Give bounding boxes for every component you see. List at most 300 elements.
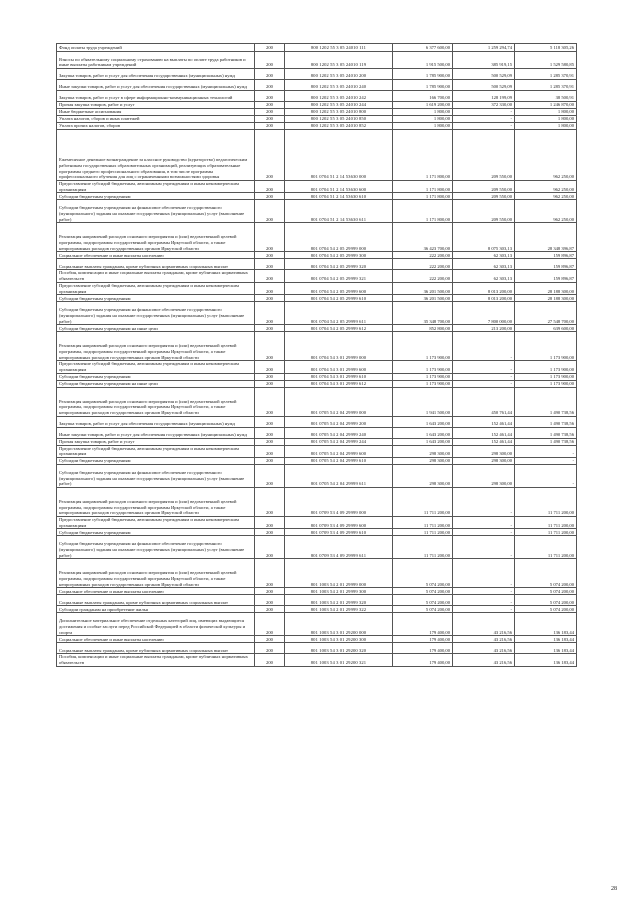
cell-remaining: 159 896,87 <box>515 259 577 270</box>
cell-approved: 11 711 200,00 <box>393 529 453 536</box>
cell-remaining: 639 600,00 <box>515 325 577 332</box>
cell-approved: 222 200,00 <box>393 259 453 270</box>
cell-remaining: 5 074 200,00 <box>515 595 577 606</box>
cell-remaining: 1 800,00 <box>515 116 577 123</box>
cell-executed: 372 330,00 <box>453 102 515 109</box>
table-row <box>57 91 577 102</box>
cell-executed: 298 300,00 <box>453 445 515 457</box>
cell-budget-code: 801 0704 51 2 14 53630 610 <box>285 193 393 200</box>
table-row <box>57 387 577 416</box>
table-row <box>57 295 577 302</box>
table-row <box>57 223 577 252</box>
cell-approved: 222 200,00 <box>393 252 453 259</box>
cell-remaining: 5 074 200,00 <box>515 606 577 613</box>
table-row <box>57 69 577 80</box>
table-row <box>57 606 577 613</box>
cell-remaining: - <box>515 465 577 488</box>
cell-name: Реализация направлений расходов основного мероприятия и (или) ведомственной целевой программы, подпрограммы государственной программы Иркутской области, а также непрограммных расходов государственных органов Иркутской области <box>57 559 255 588</box>
cell-name: Взносы по обязательному социальному страхованию на выплаты по оплате труда работников и иные выплаты работникам учреждений <box>57 52 255 69</box>
cell-executed: - <box>453 488 515 517</box>
cell-remaining: 5 074 200,00 <box>515 588 577 595</box>
table-row <box>57 252 577 259</box>
cell-line-code: 200 <box>255 654 285 666</box>
cell-remaining: 1 529 580,85 <box>515 52 577 69</box>
cell-executed: 8 075 303,13 <box>453 223 515 252</box>
cell-executed: 128 199,09 <box>453 91 515 102</box>
cell-budget-code: 801 0705 54 2 04 29999 610 <box>285 458 393 465</box>
table-row <box>57 181 577 193</box>
cell-name: Реализация направлений расходов основного мероприятия и (или) ведомственной целевой программы, подпрограммы государственной программы Иркутской области, а также непрограммных расходов государственных органов Иркутской области <box>57 223 255 252</box>
cell-executed: - <box>453 116 515 123</box>
cell-executed: - <box>453 559 515 588</box>
cell-remaining: 11 711 200,00 <box>515 536 577 559</box>
cell-budget-code: 801 0709 53 4 09 29999 000 <box>285 488 393 517</box>
cell-approved: 1 800,00 <box>393 109 453 116</box>
cell-budget-code: 800 1202 55 3 05 24010 242 <box>285 91 393 102</box>
cell-budget-code: 800 1202 55 3 05 24010 244 <box>285 102 393 109</box>
cell-budget-code: 801 0705 54 2 04 29999 200 <box>285 416 393 427</box>
cell-remaining: 38 500,91 <box>515 91 577 102</box>
cell-budget-code: 801 0709 53 4 09 29999 610 <box>285 529 393 536</box>
cell-executed: - <box>453 595 515 606</box>
cell-line-code: 200 <box>255 488 285 517</box>
cell-executed: 62 303,13 <box>453 270 515 282</box>
cell-approved: 1 800,00 <box>393 116 453 123</box>
cell-name: Предоставление субсидий бюджетным, автономным учреждениям и иным некоммерческим организациям <box>57 445 255 457</box>
cell-executed: 8 013 200,00 <box>453 295 515 302</box>
cell-budget-code: 801 1003 54 3 01 29200 320 <box>285 643 393 654</box>
cell-line-code: 200 <box>255 613 285 636</box>
table-row <box>57 270 577 282</box>
table-row <box>57 332 577 361</box>
cell-executed: 500 529,09 <box>453 80 515 91</box>
cell-approved: 11 711 200,00 <box>393 517 453 529</box>
cell-budget-code: 800 1202 55 3 05 24010 111 <box>285 44 393 52</box>
cell-line-code: 200 <box>255 325 285 332</box>
cell-executed: 43 216,56 <box>453 636 515 643</box>
cell-approved: 1 643 200,00 <box>393 416 453 427</box>
cell-executed: 298 300,00 <box>453 465 515 488</box>
cell-name: Иные бюджетные ассигнования <box>57 109 255 116</box>
cell-name: Предоставление субсидий бюджетным, автономным учреждениям и иным некоммерческим организациям <box>57 361 255 373</box>
cell-line-code: 200 <box>255 465 285 488</box>
cell-line-code: 200 <box>255 517 285 529</box>
cell-remaining: 159 896,87 <box>515 252 577 259</box>
table-row <box>57 80 577 91</box>
cell-remaining: 136 183,44 <box>515 654 577 666</box>
table-row <box>57 427 577 438</box>
cell-approved: 179 400,00 <box>393 654 453 666</box>
cell-approved: 36 201 500,00 <box>393 282 453 294</box>
cell-remaining: 1 246 870,00 <box>515 102 577 109</box>
cell-budget-code: 801 0704 54 3 01 29999 612 <box>285 380 393 387</box>
table-row <box>57 654 577 666</box>
table-row <box>57 465 577 488</box>
cell-name: Субсидии гражданам на приобретение жилья <box>57 606 255 613</box>
cell-executed: 500 529,09 <box>453 69 515 80</box>
cell-name: Фонд оплаты труда учреждений <box>57 44 255 52</box>
cell-approved: 298 300,00 <box>393 465 453 488</box>
cell-executed: 7 800 000,00 <box>453 302 515 325</box>
cell-name: Закупка товаров, работ и услуг для обеспечения государственных (муниципальных) нужд <box>57 416 255 427</box>
cell-remaining: 1 490 738,56 <box>515 438 577 445</box>
cell-line-code: 200 <box>255 52 285 69</box>
table-row <box>57 361 577 373</box>
table-row <box>57 529 577 536</box>
cell-name: Предоставление субсидий бюджетным, автономным учреждениям и иным некоммерческим организациям <box>57 517 255 529</box>
table-row <box>57 613 577 636</box>
cell-executed: - <box>453 517 515 529</box>
table-row <box>57 588 577 595</box>
cell-budget-code: 801 1003 54 2 01 29999 000 <box>285 559 393 588</box>
cell-name: Пособия, компенсации и иные социальные выплаты гражданам, кроме публичных нормативных обязательств <box>57 270 255 282</box>
cell-budget-code: 801 0709 53 4 09 29999 600 <box>285 517 393 529</box>
cell-approved: 298 300,00 <box>393 445 453 457</box>
cell-approved: 1 643 200,00 <box>393 427 453 438</box>
cell-name: Субсидии бюджетным учреждениям на финансовое обеспечение государственного (муниципального) задания на оказание государственных (муниципальных) услуг (выполнение работ) <box>57 200 255 223</box>
cell-name: Предоставление субсидий бюджетным, автономным учреждениям и иным некоммерческим организациям <box>57 282 255 294</box>
cell-line-code: 200 <box>255 380 285 387</box>
cell-line-code: 200 <box>255 102 285 109</box>
cell-remaining: 136 183,44 <box>515 636 577 643</box>
cell-executed: 1 259 294,74 <box>453 44 515 52</box>
cell-approved: 1 173 900,00 <box>393 361 453 373</box>
cell-approved: 1 173 900,00 <box>393 332 453 361</box>
cell-budget-code: 801 1003 54 3 01 29200 321 <box>285 654 393 666</box>
table-row <box>57 643 577 654</box>
cell-executed: 43 216,56 <box>453 613 515 636</box>
cell-executed: 298 300,00 <box>453 458 515 465</box>
table-row <box>57 102 577 109</box>
cell-remaining: 11 711 200,00 <box>515 517 577 529</box>
cell-approved: 179 400,00 <box>393 643 453 654</box>
table-row <box>57 52 577 69</box>
cell-line-code: 200 <box>255 427 285 438</box>
cell-name: Субсидии бюджетным учреждениям на иные цели <box>57 325 255 332</box>
cell-line-code: 200 <box>255 123 285 130</box>
table-row <box>57 488 577 517</box>
cell-name: Социальные выплаты гражданам, кроме публичных нормативных социальных выплат <box>57 595 255 606</box>
cell-name: Реализация направлений расходов основного мероприятия и (или) ведомственной целевой программы, подпрограммы государственной программы Иркутской области, а также непрограммных расходов государственных органов Иркутской области <box>57 332 255 361</box>
cell-remaining: 11 711 200,00 <box>515 529 577 536</box>
cell-line-code: 200 <box>255 181 285 193</box>
cell-name: Прочая закупка товаров, работ и услуг <box>57 438 255 445</box>
cell-budget-code: 801 0704 54 2 05 29999 610 <box>285 295 393 302</box>
cell-executed: 385 919,15 <box>453 52 515 69</box>
cell-executed: 209 550,00 <box>453 193 515 200</box>
cell-remaining: 1 490 738,56 <box>515 416 577 427</box>
cell-approved: 166 700,00 <box>393 91 453 102</box>
cell-remaining: 11 711 200,00 <box>515 488 577 517</box>
table-row <box>57 193 577 200</box>
cell-executed: 43 216,56 <box>453 643 515 654</box>
cell-name: Субсидии бюджетным учреждениям <box>57 458 255 465</box>
cell-line-code: 200 <box>255 373 285 380</box>
cell-executed: 8 013 200,00 <box>453 282 515 294</box>
cell-line-code: 200 <box>255 416 285 427</box>
cell-remaining: 5 118 305,26 <box>515 44 577 52</box>
cell-executed: 152 461,44 <box>453 416 515 427</box>
cell-line-code: 200 <box>255 109 285 116</box>
cell-line-code: 200 <box>255 282 285 294</box>
cell-budget-code: 801 0705 54 2 04 29999 244 <box>285 438 393 445</box>
cell-line-code: 200 <box>255 200 285 223</box>
cell-name: Дополнительное материальное обеспечение отдельных категорий лиц, имеющих выдающиеся достижения и особые заслуги перед Российской Федерацией в области физической культуры и спорта <box>57 613 255 636</box>
cell-executed: - <box>453 588 515 595</box>
cell-name: Пособия, компенсации и иные социальные выплаты гражданам, кроме публичных нормативных обязательств <box>57 654 255 666</box>
cell-executed: - <box>453 361 515 373</box>
cell-line-code: 200 <box>255 295 285 302</box>
cell-budget-code: 801 0704 54 3 01 29999 600 <box>285 361 393 373</box>
cell-approved: 36 201 500,00 <box>393 295 453 302</box>
cell-executed: 209 550,00 <box>453 200 515 223</box>
table-row <box>57 636 577 643</box>
cell-approved: 1 800,00 <box>393 123 453 130</box>
cell-budget-code: 801 0704 51 2 14 53630 600 <box>285 181 393 193</box>
table-row <box>57 445 577 457</box>
cell-line-code: 200 <box>255 636 285 643</box>
cell-executed: - <box>453 373 515 380</box>
cell-approved: 1 643 200,00 <box>393 438 453 445</box>
cell-line-code: 200 <box>255 387 285 416</box>
table-row <box>57 259 577 270</box>
cell-name: Субсидии бюджетным учреждениям <box>57 295 255 302</box>
cell-name: Субсидии бюджетным учреждениям на иные цели <box>57 380 255 387</box>
cell-budget-code: 801 0704 54 2 05 29999 600 <box>285 282 393 294</box>
cell-approved: 179 400,00 <box>393 613 453 636</box>
table-body <box>57 44 577 667</box>
cell-line-code: 200 <box>255 458 285 465</box>
cell-line-code: 200 <box>255 193 285 200</box>
cell-executed: 209 550,00 <box>453 130 515 181</box>
cell-line-code: 200 <box>255 259 285 270</box>
cell-remaining: 1 490 738,56 <box>515 387 577 416</box>
cell-remaining: 27 548 700,00 <box>515 302 577 325</box>
table-row <box>57 44 577 52</box>
cell-name: Уплата прочих налогов, сборов <box>57 123 255 130</box>
cell-approved: 1 941 500,00 <box>393 387 453 416</box>
cell-line-code: 200 <box>255 302 285 325</box>
cell-budget-code: 800 1202 55 3 05 24010 240 <box>285 80 393 91</box>
table-row <box>57 373 577 380</box>
cell-name: Иные закупки товаров, работ и услуг для обеспечения государственных (муниципальных) нужд <box>57 427 255 438</box>
cell-line-code: 200 <box>255 223 285 252</box>
cell-line-code: 200 <box>255 130 285 181</box>
cell-line-code: 200 <box>255 270 285 282</box>
cell-approved: 1 173 900,00 <box>393 380 453 387</box>
cell-executed: 62 303,13 <box>453 252 515 259</box>
cell-remaining: 1 285 370,91 <box>515 80 577 91</box>
expenditure-table <box>56 43 577 667</box>
table-row <box>57 559 577 588</box>
cell-remaining: 136 183,44 <box>515 613 577 636</box>
table-row <box>57 116 577 123</box>
cell-remaining: 1 173 900,00 <box>515 373 577 380</box>
table-row <box>57 302 577 325</box>
cell-line-code: 200 <box>255 438 285 445</box>
cell-name: Уплата налогов, сборов и иных платежей <box>57 116 255 123</box>
cell-approved: 1 171 800,00 <box>393 181 453 193</box>
table-row <box>57 325 577 332</box>
cell-line-code: 200 <box>255 536 285 559</box>
cell-name: Реализация направлений расходов основного мероприятия и (или) ведомственной целевой программы, подпрограммы государственной программы Иркутской области, а также непрограммных расходов государственных органов Иркутской области <box>57 387 255 416</box>
cell-approved: 11 711 200,00 <box>393 536 453 559</box>
cell-budget-code: 801 0709 53 4 09 29999 611 <box>285 536 393 559</box>
cell-executed: 152 461,44 <box>453 427 515 438</box>
cell-budget-code: 800 1202 55 3 05 24010 119 <box>285 52 393 69</box>
cell-remaining: 136 183,44 <box>515 643 577 654</box>
cell-approved: 1 171 800,00 <box>393 193 453 200</box>
cell-name: Субсидии бюджетным учреждениям на финансовое обеспечение государственного (муниципального) задания на оказание государственных (муниципальных) услуг (выполнение работ) <box>57 302 255 325</box>
cell-approved: 1 619 200,00 <box>393 102 453 109</box>
cell-budget-code: 801 0704 54 2 05 29999 000 <box>285 223 393 252</box>
cell-approved: 1 171 800,00 <box>393 200 453 223</box>
cell-approved: 5 074 200,00 <box>393 606 453 613</box>
cell-remaining: 1 800,00 <box>515 109 577 116</box>
cell-line-code: 200 <box>255 80 285 91</box>
cell-name: Социальное обеспечение и иные выплаты населению <box>57 252 255 259</box>
cell-budget-code: 801 0705 54 2 04 29999 600 <box>285 445 393 457</box>
cell-remaining: 28 188 300,00 <box>515 295 577 302</box>
cell-line-code: 200 <box>255 445 285 457</box>
cell-budget-code: 801 1003 54 2 01 29999 300 <box>285 588 393 595</box>
cell-budget-code: 801 0704 54 3 01 29999 000 <box>285 332 393 361</box>
cell-executed: 152 461,44 <box>453 438 515 445</box>
cell-approved: 179 400,00 <box>393 636 453 643</box>
cell-line-code: 200 <box>255 361 285 373</box>
cell-name: Субсидии бюджетным учреждениям на финансовое обеспечение государственного (муниципального) задания на оказание государственных (муниципальных) услуг (выполнение работ) <box>57 465 255 488</box>
cell-name: Социальное обеспечение и иные выплаты населению <box>57 588 255 595</box>
table-row <box>57 416 577 427</box>
cell-approved: 1 171 800,00 <box>393 130 453 181</box>
cell-approved: 6 377 600,00 <box>393 44 453 52</box>
cell-budget-code: 801 0704 54 2 05 29999 321 <box>285 270 393 282</box>
cell-line-code: 200 <box>255 91 285 102</box>
cell-approved: 1 785 900,00 <box>393 69 453 80</box>
cell-budget-code: 801 0704 51 2 14 53630 000 <box>285 130 393 181</box>
cell-approved: 5 074 200,00 <box>393 559 453 588</box>
cell-approved: 298 300,00 <box>393 458 453 465</box>
cell-budget-code: 801 0705 54 2 04 29999 611 <box>285 465 393 488</box>
cell-budget-code: 800 1202 55 3 05 24010 200 <box>285 69 393 80</box>
table-row <box>57 438 577 445</box>
cell-remaining: 1 490 738,56 <box>515 427 577 438</box>
table-row <box>57 458 577 465</box>
cell-executed: - <box>453 123 515 130</box>
cell-name: Субсидии бюджетным учреждениям на финансовое обеспечение государственного (муниципального) задания на оказание государственных (муниципальных) услуг (выполнение работ) <box>57 536 255 559</box>
cell-budget-code: 800 1202 55 3 05 24010 800 <box>285 109 393 116</box>
cell-remaining: 1 173 900,00 <box>515 380 577 387</box>
cell-line-code: 200 <box>255 252 285 259</box>
cell-executed: 62 303,13 <box>453 259 515 270</box>
table-row <box>57 282 577 294</box>
cell-remaining: 1 285 370,91 <box>515 69 577 80</box>
cell-remaining: 1 173 900,00 <box>515 361 577 373</box>
cell-remaining: 1 800,00 <box>515 123 577 130</box>
cell-line-code: 200 <box>255 116 285 123</box>
cell-remaining: - <box>515 445 577 457</box>
cell-name: Закупка товаров, работ и услуг для обеспечения государственных (муниципальных) нужд <box>57 69 255 80</box>
table-row <box>57 380 577 387</box>
cell-budget-code: 801 1003 54 3 01 29200 000 <box>285 613 393 636</box>
cell-executed: - <box>453 606 515 613</box>
cell-approved: 11 711 200,00 <box>393 488 453 517</box>
cell-budget-code: 801 1003 54 2 01 29999 322 <box>285 606 393 613</box>
cell-budget-code: 801 0704 54 2 05 29999 320 <box>285 259 393 270</box>
cell-name: Субсидии бюджетным учреждениям <box>57 193 255 200</box>
cell-remaining: - <box>515 458 577 465</box>
cell-executed: - <box>453 529 515 536</box>
cell-approved: 1 173 900,00 <box>393 373 453 380</box>
table-row <box>57 595 577 606</box>
table-row <box>57 517 577 529</box>
cell-remaining: 962 250,00 <box>515 193 577 200</box>
cell-executed: 450 761,44 <box>453 387 515 416</box>
cell-remaining: 1 173 900,00 <box>515 332 577 361</box>
cell-name: Реализация направлений расходов основного мероприятия и (или) ведомственной целевой программы, подпрограммы государственной программы Иркутской области, а также непрограммных расходов государственных органов Иркутской области <box>57 488 255 517</box>
cell-executed: 213 200,00 <box>453 325 515 332</box>
cell-budget-code: 801 1003 54 2 01 29999 320 <box>285 595 393 606</box>
table-row <box>57 109 577 116</box>
cell-executed: - <box>453 332 515 361</box>
cell-budget-code: 801 1003 54 3 01 29200 300 <box>285 636 393 643</box>
cell-approved: 5 074 200,00 <box>393 595 453 606</box>
cell-name: Иные закупки товаров, работ и услуг для обеспечения государственных (муниципальных) нужд <box>57 80 255 91</box>
cell-executed: - <box>453 109 515 116</box>
cell-remaining: 28 348 396,87 <box>515 223 577 252</box>
cell-approved: 222 200,00 <box>393 270 453 282</box>
cell-approved: 1 915 500,00 <box>393 52 453 69</box>
cell-budget-code: 801 0705 54 2 04 29999 000 <box>285 387 393 416</box>
table-row <box>57 123 577 130</box>
cell-budget-code: 801 0705 54 2 04 29999 240 <box>285 427 393 438</box>
cell-line-code: 200 <box>255 588 285 595</box>
cell-budget-code: 801 0704 54 3 01 29999 610 <box>285 373 393 380</box>
cell-line-code: 200 <box>255 529 285 536</box>
budget-execution-table <box>56 43 576 667</box>
cell-name: Субсидии бюджетным учреждениям <box>57 373 255 380</box>
cell-remaining: 962 250,00 <box>515 181 577 193</box>
cell-line-code: 200 <box>255 595 285 606</box>
cell-name: Предоставление субсидий бюджетным, автономным учреждениям и иным некоммерческим организациям <box>57 181 255 193</box>
cell-line-code: 200 <box>255 69 285 80</box>
cell-executed: - <box>453 380 515 387</box>
cell-budget-code: 801 0704 51 2 14 53630 611 <box>285 200 393 223</box>
cell-budget-code: 801 0704 54 2 05 29999 300 <box>285 252 393 259</box>
cell-name: Социальное обеспечение и иные выплаты населению <box>57 636 255 643</box>
cell-name: Социальные выплаты гражданам, кроме публичных нормативных социальных выплат <box>57 643 255 654</box>
cell-remaining: 159 896,87 <box>515 270 577 282</box>
cell-remaining: 962 250,00 <box>515 130 577 181</box>
cell-executed: - <box>453 536 515 559</box>
cell-remaining: 5 074 200,00 <box>515 559 577 588</box>
cell-remaining: 28 188 300,00 <box>515 282 577 294</box>
cell-approved: 36 423 700,00 <box>393 223 453 252</box>
cell-approved: 35 348 700,00 <box>393 302 453 325</box>
cell-line-code: 200 <box>255 606 285 613</box>
cell-approved: 1 785 900,00 <box>393 80 453 91</box>
table-row <box>57 200 577 223</box>
cell-budget-code: 800 1202 55 3 05 24010 850 <box>285 116 393 123</box>
cell-budget-code: 800 1202 55 3 05 24010 852 <box>285 123 393 130</box>
table-row <box>57 130 577 181</box>
cell-line-code: 200 <box>255 44 285 52</box>
cell-name: Прочая закупка товаров, работ и услуг <box>57 102 255 109</box>
cell-approved: 852 800,00 <box>393 325 453 332</box>
cell-name: Ежемесячное денежное вознаграждение за классное руководство (кураторство) педагогическим работникам государственных образовательных организаций, реализующих образовательные программы среднего профессионального образования, в том числе программы профессионального обучения для лиц с ограниченными возможностями здоровья <box>57 130 255 181</box>
cell-line-code: 200 <box>255 332 285 361</box>
cell-name: Социальные выплаты гражданам, кроме публичных нормативных социальных выплат <box>57 259 255 270</box>
